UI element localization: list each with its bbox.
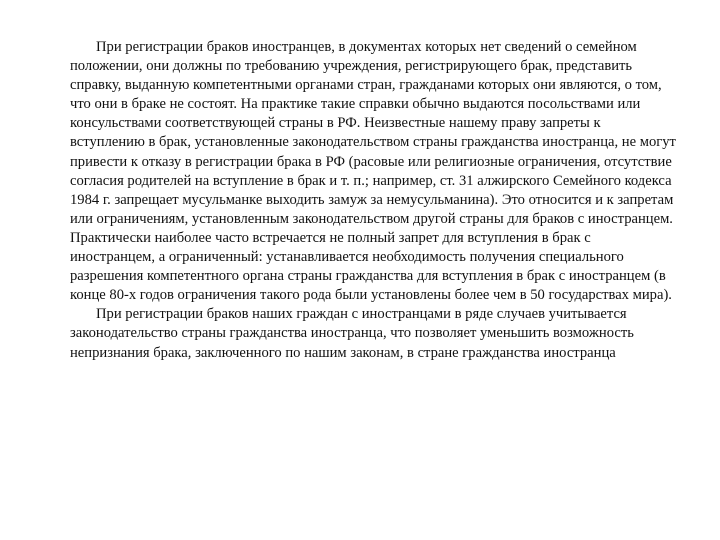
body-text	[70, 38, 678, 363]
paragraph-foreign-registration: При регистрации браков иностранцев, в документах которых нет сведений о семейном положении, они должны по требованию учреждения, регистрирующего брак, представить справку, выданную компетентными органами стран, гражданами которых они являются, о том, что они в браке не состоят. На практике такие справки обычно выдаются посольствами или консульствами соответствующей страны в РФ. Неизвестные нашему праву запреты к вступлению в брак, установленные законодательством страны гражданства иностранца, не могут привести к отказу в регистрации брака в РФ (расовые или религиозные ограничения, отсутствие согласия родителей на вступление в брак и т. п.; например, ст. 31 алжирского Семейного кодекса 1984 г. запрещает мусульманке выходить замуж за немусульманина). Это относится и к запретам или ограничениям, установленным законодательством другой страны для браков с иностранцем. Практически наиболее часто встречается не полный запрет для вступления в брак с иностранцем, а ограниченный: устанавливается необходимость получения специального разрешения компетентного органа страны гражданства для вступления в брак с иностранцем (в конце 80-х годов ограничения такого рода были установлены более чем в 50 государствах мира).	[70, 39, 676, 304]
paragraph-citizens-registration: При регистрации браков наших граждан с иностранцами в ряде случаев учитывается законодательство страны гражданства иностранца, что позволяет уменьшить возможность непризнания брака, заключенного по нашим законам, в стране гражданства иностранца	[70, 306, 634, 361]
